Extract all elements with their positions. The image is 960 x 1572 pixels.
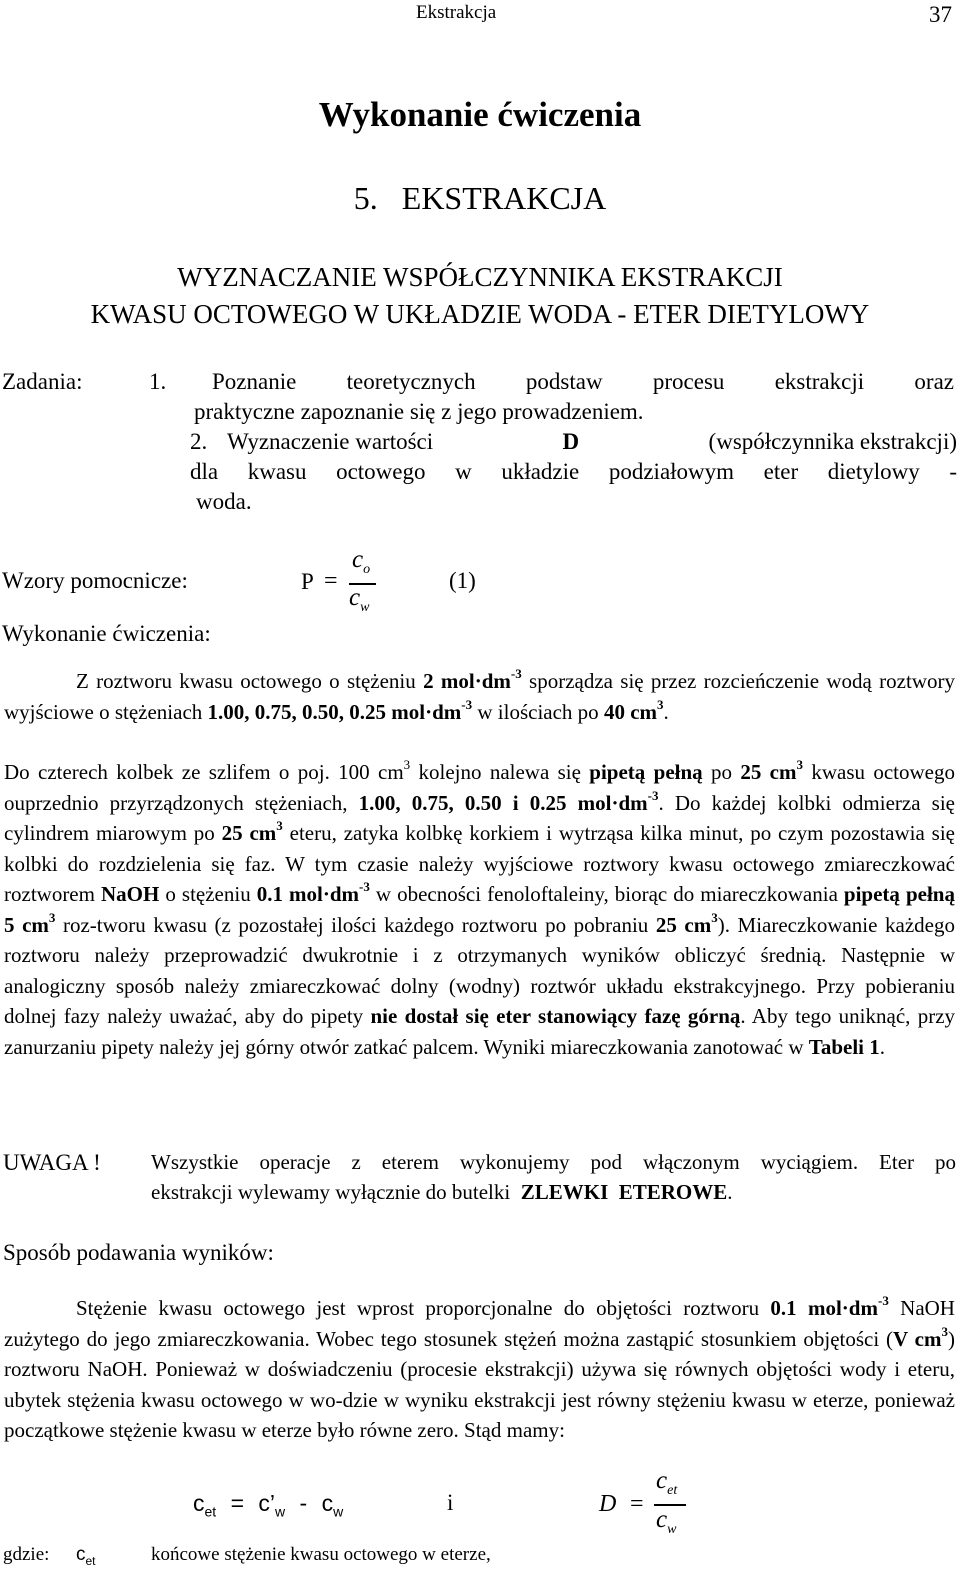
paragraph-results: Stężenie kwasu octowego jest wprost proporcjonalne do objętości roztworu 0.1 $mol\cdot dm^{-3}$ NaOH zużytego do jego zmiareczkowania. Wobec tego stosunek stężeń można zastąpić stosunkiem objętości (V $cm^3$) roztworu NaOH. Ponieważ w doświadczeniu (procesie ekstrakcji) używa się równych objętości wody i eteru, ubytek stężenia kwasu octowego w wo-dzie w wyniku ekstrakcji jest równy stężeniu kwasu w eterze, ponieważ początkowe stężenie kwasu w eterze było równe zero. Stąd mamy:	[4, 1293, 955, 1442]
task-2-line-3: woda.	[196, 489, 252, 514]
formula-1-den-subscript: w	[360, 600, 370, 615]
task-1-number: 1.	[149, 369, 167, 394]
formula-2-numerator: $c_{et}$	[656, 1467, 678, 1498]
task-2-line-1	[227, 429, 957, 455]
page-title: Wykonanie ćwiczenia	[318, 95, 642, 134]
formula-2-denominator: $c_w$	[656, 1506, 677, 1537]
running-header: Ekstrakcja	[416, 2, 497, 23]
warning-line-2: ekstrakcji wylewamy wyłącznie do butelki ZLEWKI ETEROWE.	[151, 1180, 733, 1204]
subtitle-line-1: WYZNACZANIE WSPÓŁCZYNNIKA EKSTRAKCJI	[177, 262, 783, 292]
exercise-label: Wykonanie ćwiczenia:	[2, 621, 211, 646]
formula-1-tag: (1)	[449, 568, 476, 593]
legend-description: końcowe stężenie kwasu octowego w eterze,	[151, 1544, 491, 1565]
paragraph-procedure: Do czterech kolbek ze szlifem o poj. 100 $cm^3$ kolejno nalewa się pipetą pełną po 25 $cm^3$ kwasu octowego ouprzednio przyrządzonych stężeniach, 1.00, 0.75, 0.50 i 0.25 $mol\cdot dm^{-3}$. Do każdej kolbki odmierza się cylindrem miarowym po 25 $cm^3$ eteru, zatyka kolbkę korkiem i wytrząsa kilka minut, po czym pozostawia się kolbki do rozdzielenia się faz. W tym czasie należy wyjściowe roztwory kwasu octowego zmiareczkować roztworem NaOH o stężeniu 0.1 $mol\cdot dm^{-3}$ w obecności fenoloftaleiny, biorąc do miareczkowania pipetą pełną 5 $cm^3$ roz-tworu kwasu (z pozostałej ilości każdego roztworu po pobraniu 25 $cm^3$). Miareczkowanie każdego roztworu należy przeprowadzić dwukrotnie i z otrzymanych wyników obliczyć średnią. Następnie w analogiczny sposób należy zmiareczkować dolny (wodny) roztwór układu ekstrakcyjnego. Przy pobieraniu dolnej fazy należy uważać, aby do pipety nie dostał się eter stanowiący fazę górną. Aby tego uniknąć, przy zanurzaniu pipety należy jej górny otwór zatkać palcem. Wyniki miareczkowania zanotować w Tabeli 1.	[4, 757, 956, 1059]
task-2-symbol-d: D	[562, 429, 580, 454]
warning-label: UWAGA !	[3, 1150, 101, 1175]
formulas-label: Wzory pomocnicze:	[2, 568, 188, 593]
legend-symbol: $c_{et}$	[76, 1544, 96, 1568]
results-heading: Sposób podawania wyników:	[3, 1240, 274, 1265]
task-2-line-2: dla kwasu octowego w układzie podziałowym eter dietylowy -	[190, 459, 957, 484]
formula-1-lhs: P	[301, 569, 314, 594]
task-1-line-1: Poznanie teoretycznych podstaw procesu ekstrakcji oraz	[212, 369, 954, 394]
task-1-line-2: praktyczne zapoznanie się z jego prowadzeniem.	[194, 399, 644, 424]
legend-label: gdzie:	[3, 1544, 50, 1565]
tasks-label: Zadania:	[2, 369, 83, 394]
subtitle-line-2: KWASU OCTOWEGO W UKŁADZIE WODA - ETER DIETYLOWY	[90, 299, 870, 329]
page-number: 37	[929, 2, 952, 27]
chapter-heading: 5. EKSTRAKCJA	[353, 180, 607, 216]
paragraph-preparation: Z roztworu kwasu octowego o stężeniu 2 $mol\cdot dm^{-3}$ sporządza się przez rozcieńczenie wodą roztwory wyjściowe o stężeniach 1.00, 0.75, 0.50, 0.25 $mol\cdot dm^{-3}$ w ilościach po 40 $cm^3$.	[4, 666, 955, 724]
task-2-text-a: Wyznaczenie wartości	[227, 429, 434, 454]
warning-line-1: Wszystkie operacje z eterem wykonujemy pod włączonym wyciągiem. Eter po	[151, 1150, 956, 1174]
formula-2-conjunction: i	[447, 1490, 454, 1515]
task-2-number: 2.	[190, 429, 208, 454]
formula-1-equals: =	[324, 568, 338, 594]
formula-1-num-subscript: o	[363, 562, 371, 577]
task-2-text-b: (współczynnika ekstrakcji)	[708, 429, 957, 454]
formula-1-denominator: $c_w$	[349, 584, 370, 615]
formula-1-numerator: $c_o$	[352, 546, 371, 577]
formula-2-equation: $c_{et}$ = $c’_w - c_w$	[193, 1490, 344, 1520]
